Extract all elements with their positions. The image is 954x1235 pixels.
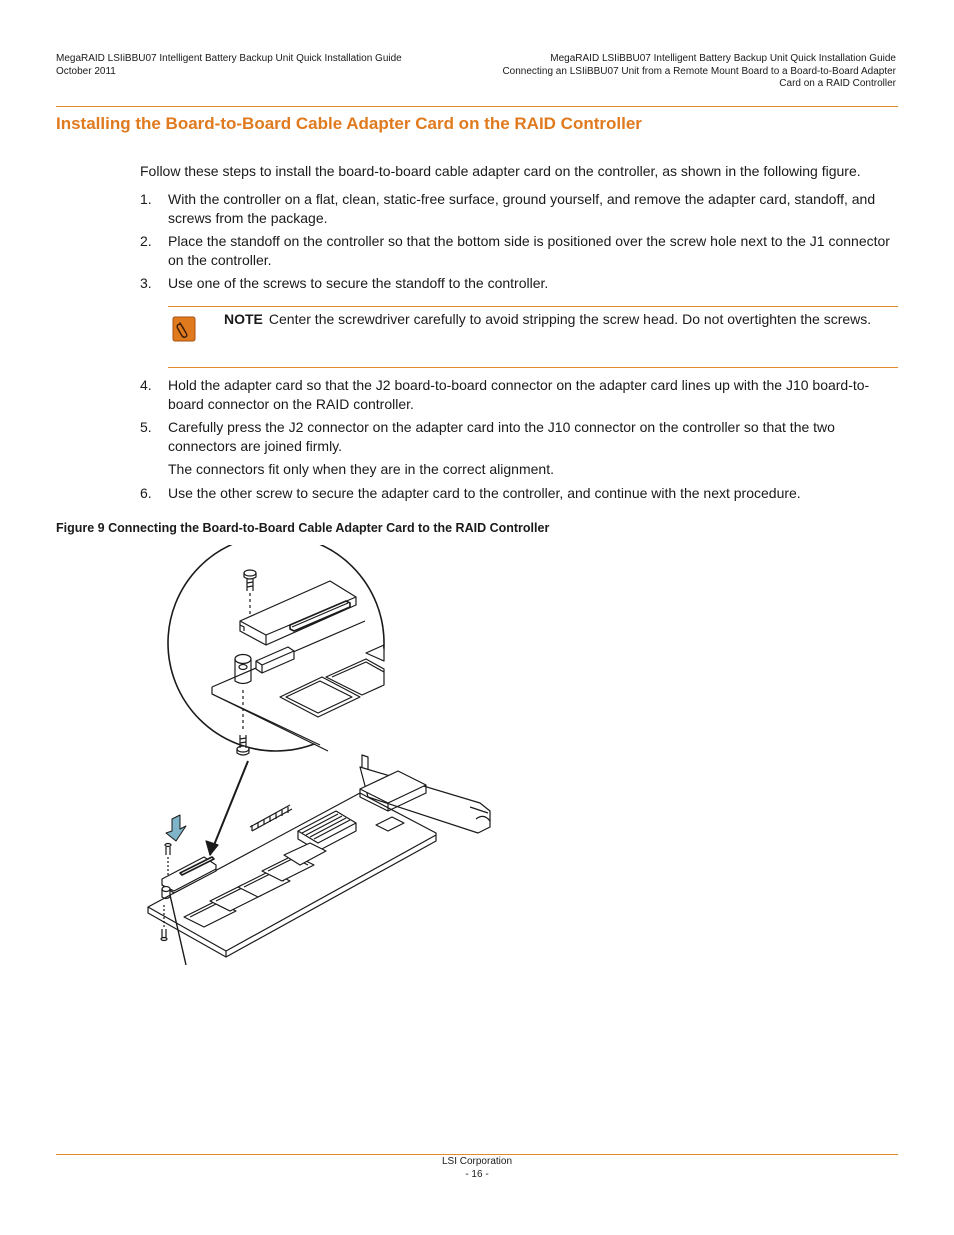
note-top-rule [168, 306, 898, 307]
step-text: Use one of the screws to secure the standoff to the controller. [168, 275, 549, 291]
note-label: NOTE [224, 311, 263, 327]
raid-controller-board [148, 755, 490, 965]
magnified-detail [168, 545, 384, 755]
header-section-line2: Card on a RAID Controller [779, 78, 896, 89]
note-text: Center the screwdriver carefully to avoid stripping the screw head. Do not overtighten the screws. [268, 311, 872, 327]
step-text: Use the other screw to secure the adapter card to the controller, and continue with the next procedure. [168, 485, 801, 501]
running-header-left [56, 53, 402, 78]
header-guide-title: MegaRAID LSIiBBU07 Intelligent Battery Backup Unit Quick Installation Guide [56, 53, 402, 64]
header-date: October 2011 [56, 65, 116, 77]
step-5-followup: The connectors fit only when they are in the correct alignment. [168, 461, 554, 477]
insert-direction-arrow-icon [166, 815, 186, 841]
section-title: Installing the Board-to-Board Cable Adapter Card on the RAID Controller [56, 114, 642, 133]
figure-caption: Figure 9 Connecting the Board-to-Board Cable Adapter Card to the RAID Controller [56, 521, 550, 535]
step-number: 2. [140, 233, 152, 249]
header-guide-title-right: MegaRAID LSIiBBU07 Intelligent Battery Backup Unit Quick Installation Guide [550, 53, 896, 64]
running-header-right [502, 53, 896, 91]
step-text: With the controller on a flat, clean, static-free surface, ground yourself, and remove the adapter card, standoff, and screws from the package. [168, 191, 876, 226]
step-number: 1. [140, 191, 152, 207]
note [224, 310, 904, 329]
figure-illustration [140, 545, 520, 975]
step-number: 4. [140, 377, 152, 393]
page-number: - 16 - [465, 1168, 489, 1180]
intro-paragraph: Follow these steps to install the board-to-board cable adapter card on the controller, as shown in the following figure. [140, 163, 861, 179]
footer [0, 1156, 954, 1181]
step-text: Carefully press the J2 connector on the adapter card into the J10 connector on the controller so that the two connectors are joined firmly. [168, 419, 835, 454]
header-divider [56, 106, 898, 107]
header-section-line1: Connecting an LSIiBBU07 Unit from a Remote Mount Board to a Board-to-Board Adapter [502, 65, 896, 77]
step-number: 5. [140, 419, 152, 435]
footer-company: LSI Corporation [441, 1156, 513, 1167]
step-text: Place the standoff on the controller so that the bottom side is positioned over the screw hole next to the J1 connector on the controller. [168, 233, 890, 268]
note-clip-icon [172, 316, 196, 342]
step-number: 6. [140, 485, 152, 501]
step-text: Hold the adapter card so that the J2 board-to-board connector on the adapter card lines up with the J10 board-to-board connector on the RAID controller. [168, 377, 870, 412]
note-bottom-rule [168, 367, 898, 368]
footer-divider [56, 1154, 898, 1155]
step-number: 3. [140, 275, 152, 291]
